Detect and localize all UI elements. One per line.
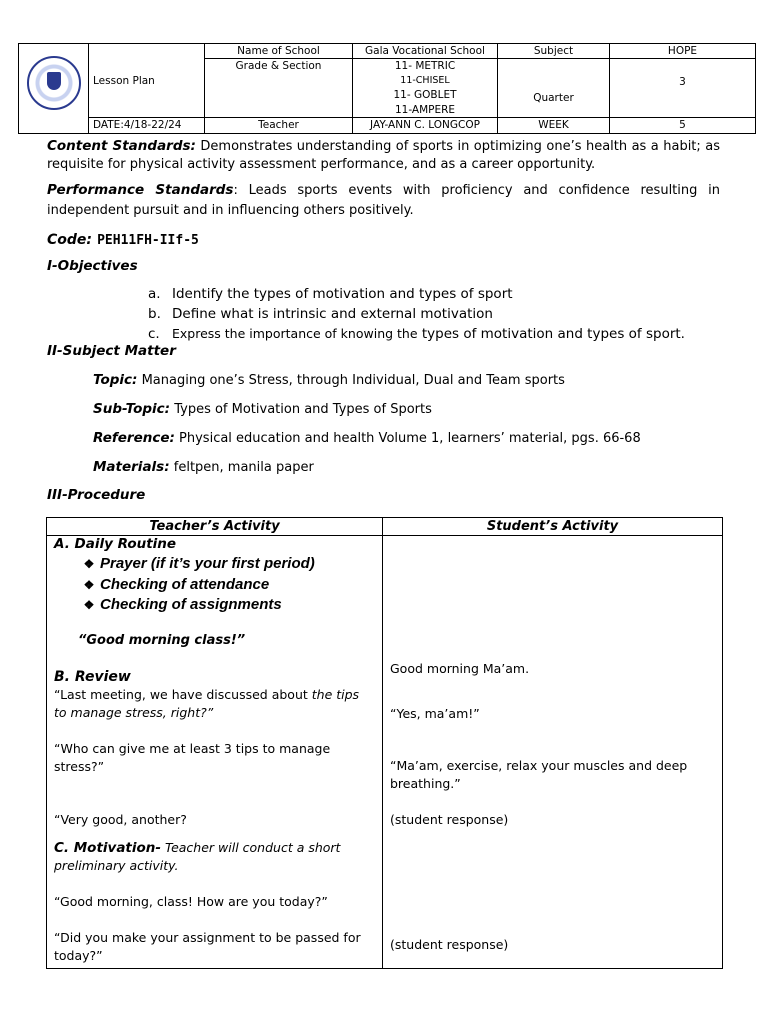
greeting: “Good morning class!” (78, 632, 246, 648)
quarter-value: 3 (610, 59, 756, 118)
header-table (18, 43, 756, 134)
routine-item: ❖ Checking of assignments (78, 595, 375, 616)
review-question-1: “Last meeting, we have discussed about the tips to manage stress, right?” (54, 686, 360, 720)
deped-seal-cell (19, 44, 89, 134)
objectives-heading: I-Objectives (47, 258, 138, 274)
reference-line: Reference: Physical education and health Volume 1, learners’ material, pgs. 66-68 (93, 430, 641, 446)
objectives-list (148, 285, 728, 345)
student-activity-header: Student’s Activity (383, 518, 723, 536)
performance-standards (47, 180, 720, 221)
deped-seal-logo (27, 56, 81, 110)
section-ampere: 11-AMPERE (394, 103, 456, 116)
procedure-heading: III-Procedure (47, 487, 146, 503)
date-value: DATE:4/18-22/24 (93, 119, 182, 131)
subject-value: HOPE (610, 44, 756, 59)
objective-item: b. Define what is intrinsic and external motivation (148, 305, 493, 322)
teacher-value: JAY-ANN C. LONGCOP (353, 118, 498, 134)
motivation-line: C. Motivation- Teacher will conduct a short preliminary activity. (54, 839, 341, 873)
code-line (47, 229, 199, 248)
teacher-label: Teacher (205, 118, 353, 134)
motivation-question-2: “Did you make your assignment to be passed for today?” (54, 929, 361, 963)
review-question-2: “Who can give me at least 3 tips to manage stress?” (54, 740, 331, 774)
section-chisel: 11-CHISEL (400, 74, 450, 86)
section-goblet: 11- GOBLET (393, 89, 457, 101)
diamond-bullet-icon: ❖ (83, 598, 95, 612)
content-standards-text: Demonstrates understanding of sports in optimizing one’s health as a habit; as requisite for physical activity assessment performance, and as a career opportunity. (47, 139, 720, 172)
performance-standards-text: : Leads sports events with proficiency and confidence resulting in independent pursuit and in influencing others positively. (47, 183, 720, 218)
week-label: WEEK (498, 118, 610, 134)
objective-item: c. Express the importance of knowing the types of motivation and types of sport. (148, 326, 685, 342)
diamond-bullet-icon: ❖ (83, 577, 95, 592)
reference-text: Physical education and health Volume 1, learners’ material, pgs. 66-68 (179, 431, 641, 446)
student-response-2: “Yes, ma’am!” (390, 706, 480, 721)
code-label: Code: (47, 232, 93, 248)
routine-item: ❖ Checking of attendance (78, 575, 375, 596)
subject-matter-heading: II-Subject Matter (47, 343, 176, 359)
grade-section-label: Grade & Section (205, 59, 353, 118)
name-of-school-label: Name of School (205, 44, 353, 59)
diamond-bullet-icon: ❖ (83, 557, 95, 571)
content-standards (47, 137, 720, 174)
routine-item: ❖ Prayer (if it’s your first period) (78, 554, 375, 575)
topic-text: Managing one’s Stress, through Individual, Dual and Team sports (141, 373, 565, 388)
subtopic-line: Sub-Topic: Types of Motivation and Types of Sports (93, 401, 432, 417)
student-activity-cell (383, 536, 723, 969)
daily-routine-heading: A. Daily Routine (54, 536, 177, 552)
student-response-3: “Ma’am, exercise, relax your muscles and deep breathing.” (390, 758, 688, 791)
date-cell (89, 118, 205, 134)
student-response-5: (student response) (390, 937, 509, 952)
performance-standards-label: Performance Standards (47, 182, 234, 198)
teacher-activity-header: Teacher’s Activity (47, 518, 383, 536)
lesson-plan-label: Lesson Plan (93, 74, 155, 87)
teacher-activity-cell (47, 536, 383, 969)
code-value: PEH11FH-IIf-5 (97, 233, 199, 248)
subject-label: Subject (498, 44, 610, 59)
routine-list (54, 554, 375, 616)
procedure-table (46, 517, 723, 969)
review-heading: B. Review (54, 668, 131, 685)
motivation-question-1: “Good morning, class! How are you today?” (54, 893, 328, 909)
student-response-1: Good morning Ma’am. (390, 661, 530, 676)
name-of-school-value: Gala Vocational School (353, 44, 498, 59)
student-response-4: (student response) (390, 812, 509, 827)
materials-line: Materials: feltpen, manila paper (93, 459, 314, 475)
objective-item: a. Identify the types of motivation and types of sport (148, 286, 513, 302)
content-standards-label: Content Standards: (47, 138, 196, 154)
quarter-label: Quarter (498, 59, 610, 118)
review-question-3: “Very good, another? (54, 811, 187, 827)
section-metric: 11- METRIC (394, 60, 456, 72)
sections-cell (353, 59, 498, 118)
lesson-plan-cell (89, 44, 205, 118)
materials-text: feltpen, manila paper (173, 460, 314, 475)
subtopic-text: Types of Motivation and Types of Sports (174, 402, 432, 417)
topic-line: Topic: Managing one’s Stress, through Individual, Dual and Team sports (93, 372, 565, 388)
week-value: 5 (610, 118, 756, 134)
